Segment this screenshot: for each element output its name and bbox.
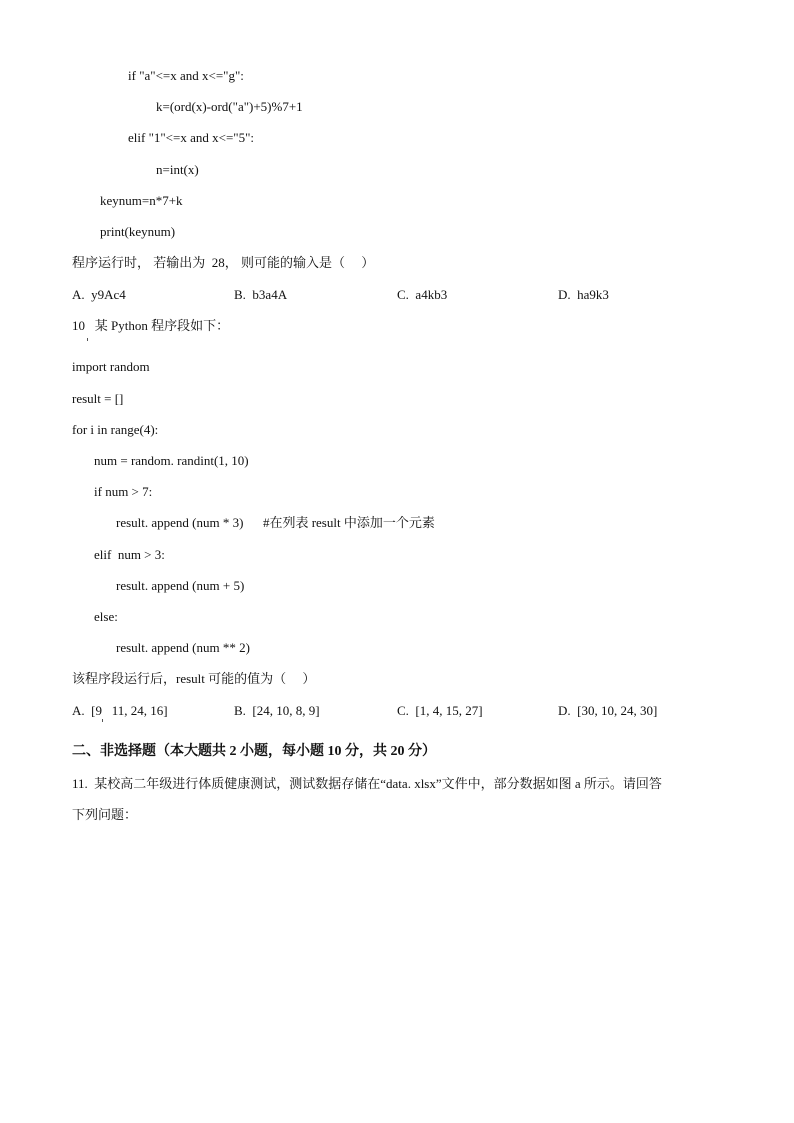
code-line: elif "1"<=x and x<="5":: [128, 130, 255, 145]
section-heading: 二、非选择题（本大题共 2 小题，每小题 10 分，共 20 分）: [72, 744, 436, 759]
question-9-prompt: 程序运行时， 若输出为 28， 则可能的输入是（ ）: [72, 255, 375, 270]
q9-option-d: D. ha9k3: [558, 287, 609, 302]
q10-option-b: B. [24, 10, 8, 9]: [234, 703, 320, 718]
code-line: import random: [72, 359, 150, 374]
code-line: if num > 7:: [94, 484, 153, 499]
scan-mark: [87, 338, 88, 341]
code-line: num = random. randint(1, 10): [94, 453, 249, 468]
q10-option-c: C. [1, 4, 15, 27]: [397, 703, 483, 718]
q9-option-b: B. b3a4A: [234, 287, 288, 302]
code-line: elif num > 3:: [94, 547, 165, 562]
q10-option-a: A. [9 11, 24, 16]: [72, 703, 168, 718]
code-line: if "a"<=x and x<="g":: [128, 68, 244, 83]
code-line: k=(ord(x)-ord("a")+5)%7+1: [156, 99, 303, 114]
q10-option-d: D. [30, 10, 24, 30]: [558, 703, 658, 718]
question-11-text-cont: 下列问题：: [72, 807, 138, 822]
question-11-text: 11. 某校高二年级进行体质健康测试，测试数据存储在“data. xlsx”文件中，部分数据如图 a 所示。请回答: [72, 776, 662, 791]
question-10-prompt: 该程序段运行后，result 可能的值为（ ）: [72, 671, 316, 686]
question-10-title: 10 某 Python 程序段如下：: [72, 318, 230, 333]
code-line: keynum=n*7+k: [100, 193, 183, 208]
q9-option-a: A. y9Ac4: [72, 287, 126, 302]
code-line: result = []: [72, 391, 124, 406]
q9-option-c: C. a4kb3: [397, 287, 448, 302]
code-line: print(keynum): [100, 224, 176, 239]
code-line: n=int(x): [156, 162, 199, 177]
scan-mark: [102, 719, 103, 722]
code-line: result. append (num * 3) #在列表 result 中添加一个元素: [116, 515, 435, 530]
code-line: else:: [94, 609, 118, 624]
code-line: result. append (num ** 2): [116, 640, 250, 655]
code-line: result. append (num + 5): [116, 578, 245, 593]
code-line: for i in range(4):: [72, 422, 159, 437]
